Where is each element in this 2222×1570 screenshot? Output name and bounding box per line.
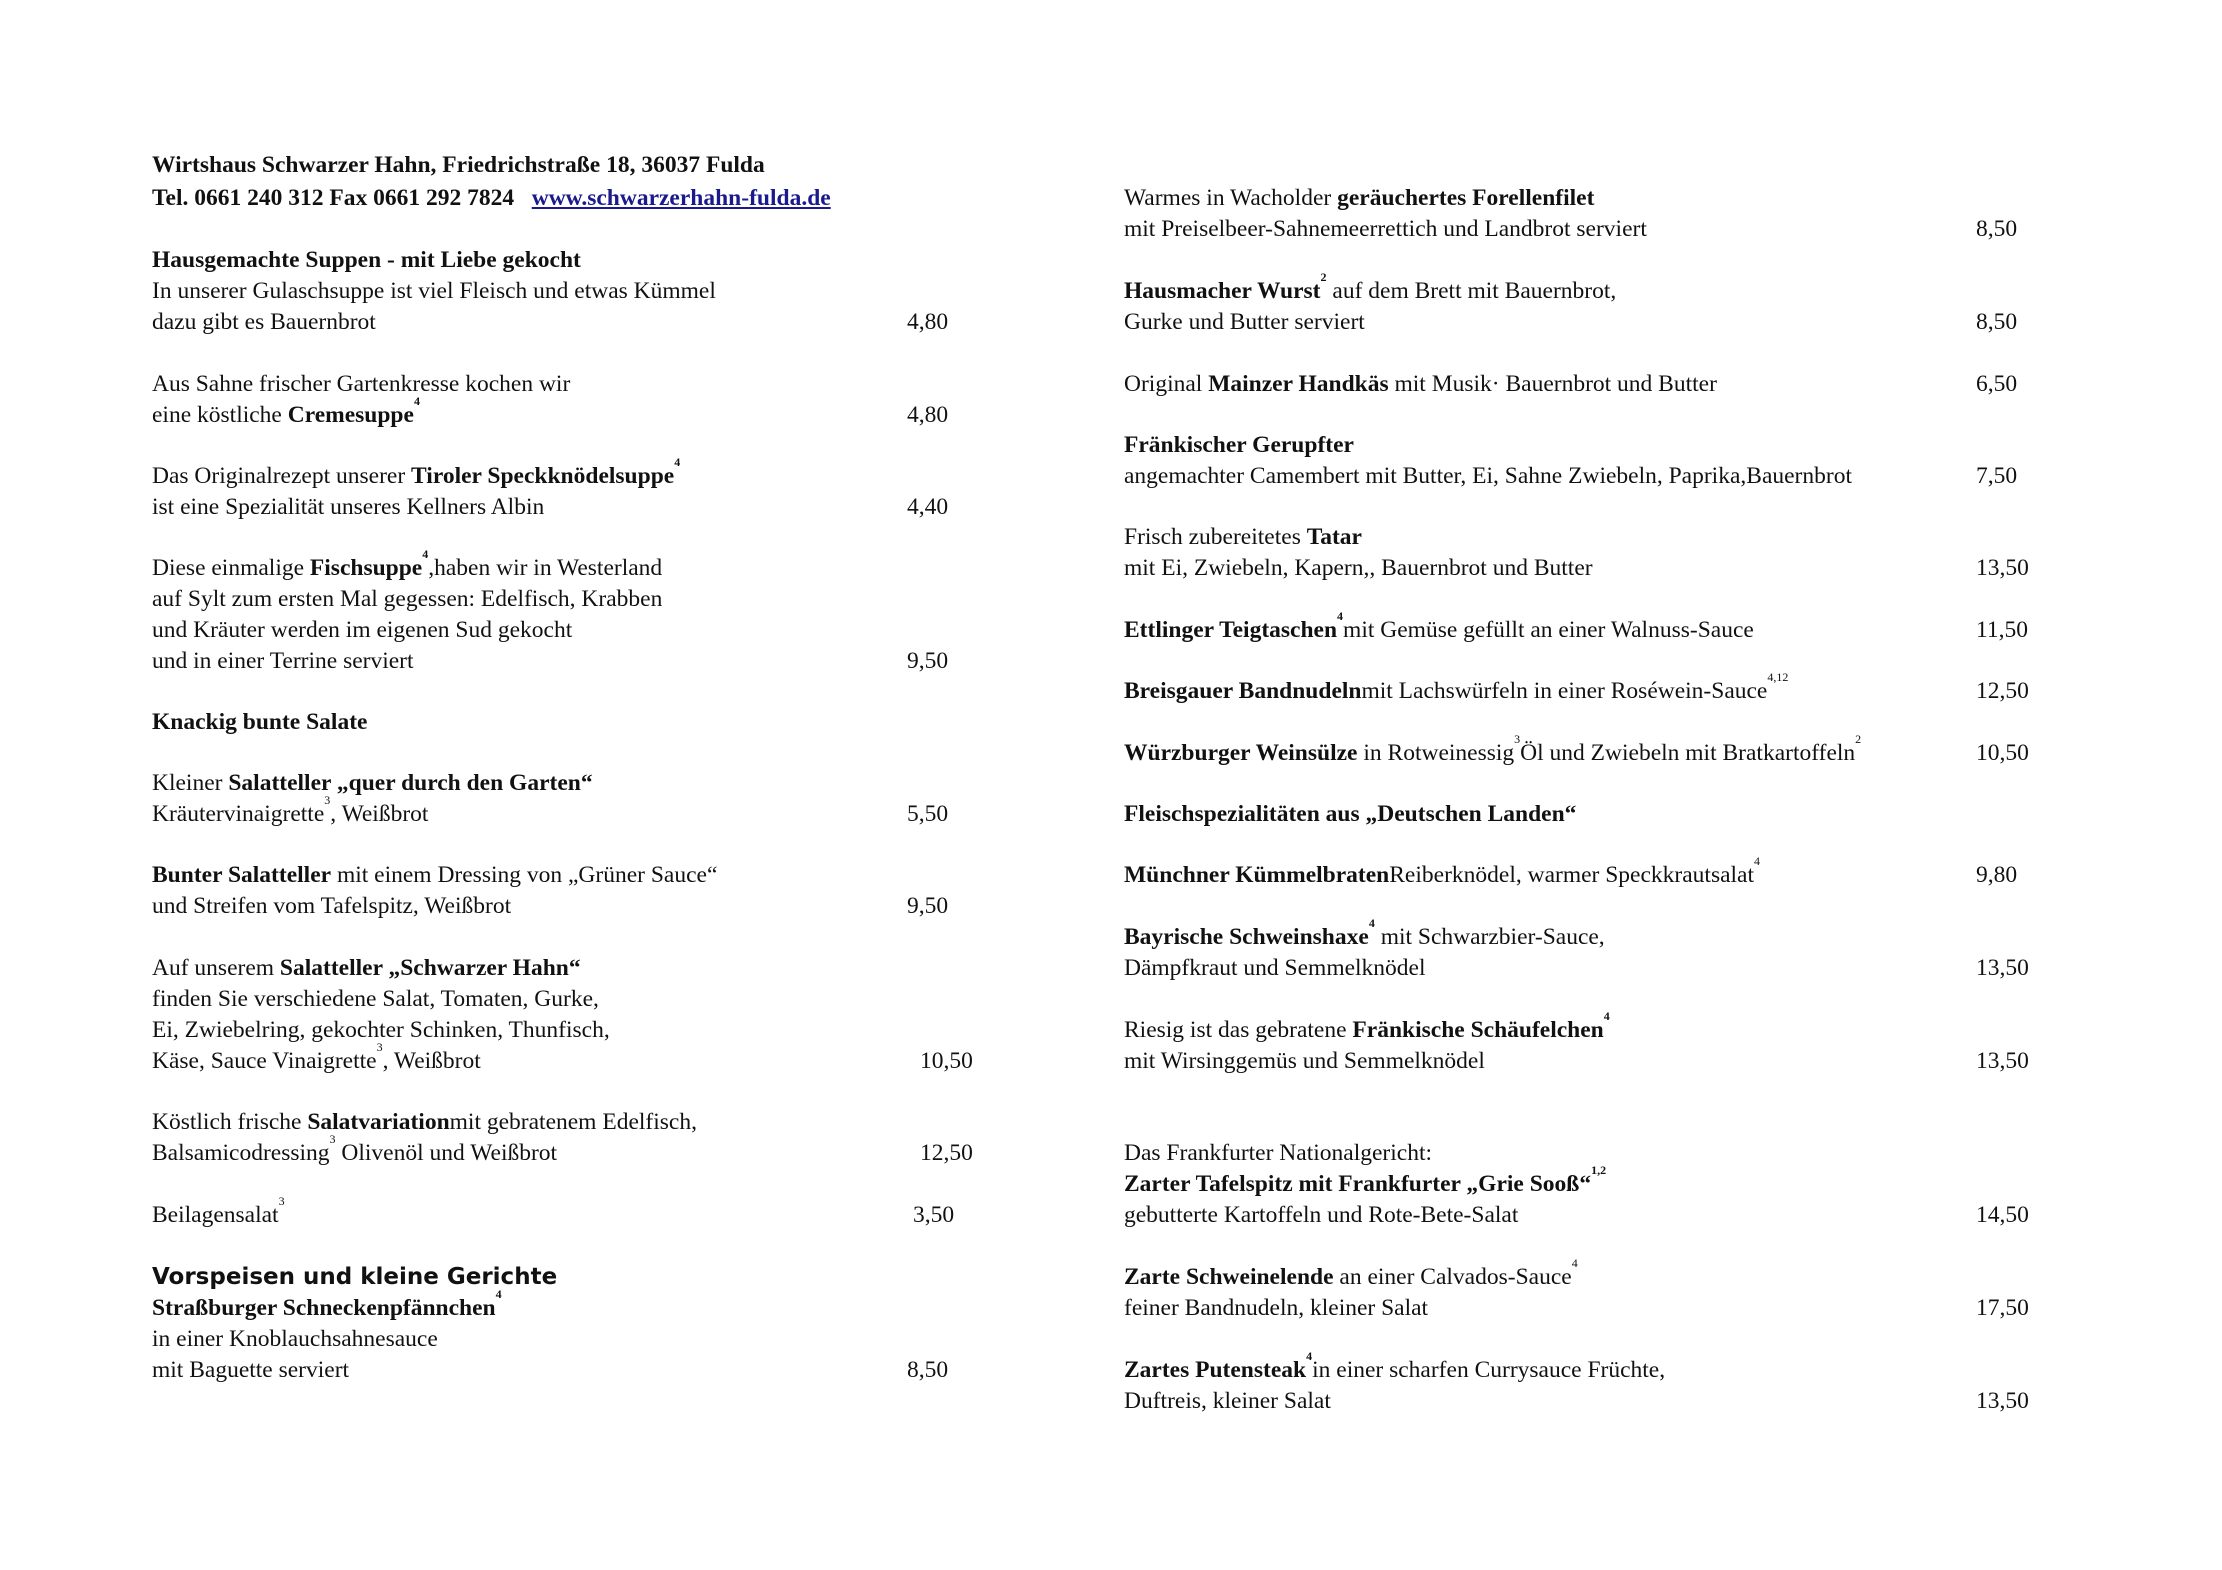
salad-item-5-line1: Beilagensalat$^3$: [152, 1194, 285, 1228]
right-item-12-line1: Das Frankfurter Nationalgericht:: [1124, 1140, 1433, 1166]
soup-item-4-line2: auf Sylt zum ersten Mal gegessen: Edelfisch, Krabben: [152, 586, 663, 612]
right-item-4-line1: Fränkischer Gerupfter: [1124, 432, 1354, 458]
salad-item-4-line2: Balsamicodressing$^3$ Olivenöl und Weißbrot: [152, 1132, 558, 1166]
phone-fax-text: Tel. 0661 240 312 Fax 0661 292 7824: [152, 185, 515, 211]
meat-heading: Fleischspezialitäten aus „Deutschen Landen“: [1124, 801, 1577, 827]
soup-item-1-price: 4,80: [907, 309, 949, 335]
right-item-4-line2: angemachter Camembert mit Butter, Ei, Sahne Zwiebeln, Paprika,Bauernbrot: [1124, 463, 1852, 489]
right-item-1-line2: mit Preiselbeer-Sahnemeerrettich und Landbrot serviert: [1124, 216, 1647, 242]
address-text: Wirtshaus Schwarzer Hahn, Friedrichstraße 18, 36037 Fulda: [152, 152, 765, 178]
right-item-11-line2: mit Wirsinggemüs und Semmelknödel: [1124, 1048, 1485, 1074]
right-item-10-line2: Dämpfkraut und Semmelknödel: [1124, 955, 1426, 981]
right-item-3-price: 6,50: [1976, 371, 2018, 397]
salad-item-1-line2: Kräutervinaigrette$^3$, Weißbrot: [152, 793, 429, 827]
right-item-7-price: 12,50: [1976, 678, 2029, 704]
right-item-13-line1: Zarte Schweinelende an einer Calvados-Sauce$^4$: [1124, 1256, 1578, 1290]
soup-item-2-price: 4,80: [907, 402, 949, 428]
salad-item-1-price: 5,50: [907, 801, 949, 827]
salad-item-2-price: 9,50: [907, 893, 949, 919]
soup-item-3-line2: ist eine Spezialität unseres Kellners Albin: [152, 494, 545, 520]
soup-item-1-line2: dazu gibt es Bauernbrot: [152, 309, 376, 335]
salad-item-1-line1: Kleiner Salatteller „quer durch den Garten“: [152, 770, 593, 796]
soup-item-4-price: 9,50: [907, 648, 949, 674]
right-item-1-price: 8,50: [1976, 216, 2018, 242]
right-item-5-line1: Frisch zubereitetes Tatar: [1124, 524, 1362, 550]
right-item-2-line2: Gurke und Butter serviert: [1124, 309, 1365, 335]
right-item-10-line1: Bayrische Schweinshaxe$^4$ mit Schwarzbier-Sauce,: [1124, 916, 1605, 950]
right-item-9-line1: Münchner KümmelbratenReiberknödel, warmer Speckkrautsalat$^4$: [1124, 854, 1761, 888]
salad-item-3-line4: Käse, Sauce Vinaigrette$^3$, Weißbrot: [152, 1040, 481, 1074]
soup-item-3-line1: Das Originalrezept unserer Tiroler Speckknödelsuppe$^4$: [152, 455, 681, 489]
right-item-12-line2: Zarter Tafelspitz mit Frankfurter „Grie Sooß“$^{1,2}$: [1124, 1163, 1607, 1197]
right-item-2-price: 8,50: [1976, 309, 2018, 335]
salad-item-5-price: 3,50: [913, 1202, 955, 1228]
right-item-3-line1: Original Mainzer Handkäs mit Musik· Bauernbrot und Butter: [1124, 371, 1717, 397]
salad-item-3-line1: Auf unserem Salatteller „Schwarzer Hahn“: [152, 955, 581, 981]
right-item-11-line1: Riesig ist das gebratene Fränkische Schäufelchen$^4$: [1124, 1009, 1610, 1043]
right-item-10-price: 13,50: [1976, 955, 2029, 981]
salad-item-3-line3: Ei, Zwiebelring, gekochter Schinken, Thunfisch,: [152, 1017, 610, 1043]
starter-item-1-line3: mit Baguette serviert: [152, 1357, 350, 1383]
soup-item-4-line3: und Kräuter werden im eigenen Sud gekocht: [152, 617, 573, 643]
right-item-13-line2: feiner Bandnudeln, kleiner Salat: [1124, 1295, 1429, 1321]
right-item-8-line1: Würzburger Weinsülze in Rotweinessig$^3$Öl und Zwiebeln mit Bratkartoffeln$^2$: [1124, 732, 1862, 766]
right-item-12-price: 14,50: [1976, 1202, 2029, 1228]
salad-item-3-line2: finden Sie verschiedene Salat, Tomaten, Gurke,: [152, 986, 599, 1012]
right-item-4-price: 7,50: [1976, 463, 2018, 489]
starter-item-1-price: 8,50: [907, 1357, 949, 1383]
right-item-14-line2: Duftreis, kleiner Salat: [1124, 1388, 1331, 1414]
soup-item-2-line2: eine köstliche Cremesuppe$^4$: [152, 394, 420, 428]
right-item-5-line2: mit Ei, Zwiebeln, Kapern,, Bauernbrot und Butter: [1124, 555, 1593, 581]
soup-item-1-line1: In unserer Gulaschsuppe ist viel Fleisch und etwas Kümmel: [152, 278, 716, 304]
right-item-6-price: 11,50: [1976, 617, 2029, 643]
soup-item-2-line1: Aus Sahne frischer Gartenkresse kochen wir: [152, 371, 571, 397]
right-item-2-line1: Hausmacher Wurst$^2$ auf dem Brett mit Bauernbrot,: [1124, 270, 1617, 304]
website-link[interactable]: www.schwarzerhahn-fulda.de: [531, 185, 831, 211]
right-item-11-price: 13,50: [1976, 1048, 2029, 1074]
contact-line: [152, 183, 831, 214]
right-item-14-line1: Zartes Putensteak$^4$in einer scharfen Currysauce Früchte,: [1124, 1349, 1666, 1383]
right-item-1-line1: Warmes in Wacholder geräuchertes Forellenfilet: [1124, 185, 1595, 211]
salad-item-2-line1: Bunter Salatteller mit einem Dressing von „Grüner Sauce“: [152, 862, 718, 888]
soup-item-4-line4: und in einer Terrine serviert: [152, 648, 414, 674]
right-item-12-line3: gebutterte Kartoffeln und Rote-Bete-Salat: [1124, 1202, 1519, 1228]
salad-item-4-line1: Köstlich frische Salatvariationmit gebratenem Edelfisch,: [152, 1109, 697, 1135]
salads-heading: Knackig bunte Salate: [152, 709, 368, 735]
restaurant-address: [152, 150, 765, 181]
right-item-8-price: 10,50: [1976, 740, 2029, 766]
soup-item-3-price: 4,40: [907, 494, 949, 520]
salad-item-2-line2: und Streifen vom Tafelspitz, Weißbrot: [152, 893, 512, 919]
soup-item-4-line1: Diese einmalige Fischsuppe$^4$,haben wir in Westerland: [152, 547, 663, 581]
right-item-13-price: 17,50: [1976, 1295, 2029, 1321]
salad-item-4-price: 12,50: [920, 1140, 973, 1166]
right-item-14-price: 13,50: [1976, 1388, 2029, 1414]
right-item-6-line1: Ettlinger Teigtaschen$^4$mit Gemüse gefüllt an einer Walnuss-Sauce: [1124, 609, 1754, 643]
starter-item-1-line2: in einer Knoblauchsahnesauce: [152, 1326, 438, 1352]
starters-heading: Vorspeisen und kleine Gerichte: [152, 1264, 558, 1290]
right-item-9-price: 9,80: [1976, 862, 2018, 888]
right-item-7-line1: Breisgauer Bandnudelnmit Lachswürfeln in einer Roséwein-Sauce$^{4,12}$: [1124, 670, 1789, 704]
right-item-5-price: 13,50: [1976, 555, 2029, 581]
starter-item-1-line1: Straßburger Schneckenpfännchen$^4$: [152, 1287, 502, 1321]
salad-item-3-price: 10,50: [920, 1048, 973, 1074]
soups-heading: Hausgemachte Suppen - mit Liebe gekocht: [152, 247, 581, 273]
